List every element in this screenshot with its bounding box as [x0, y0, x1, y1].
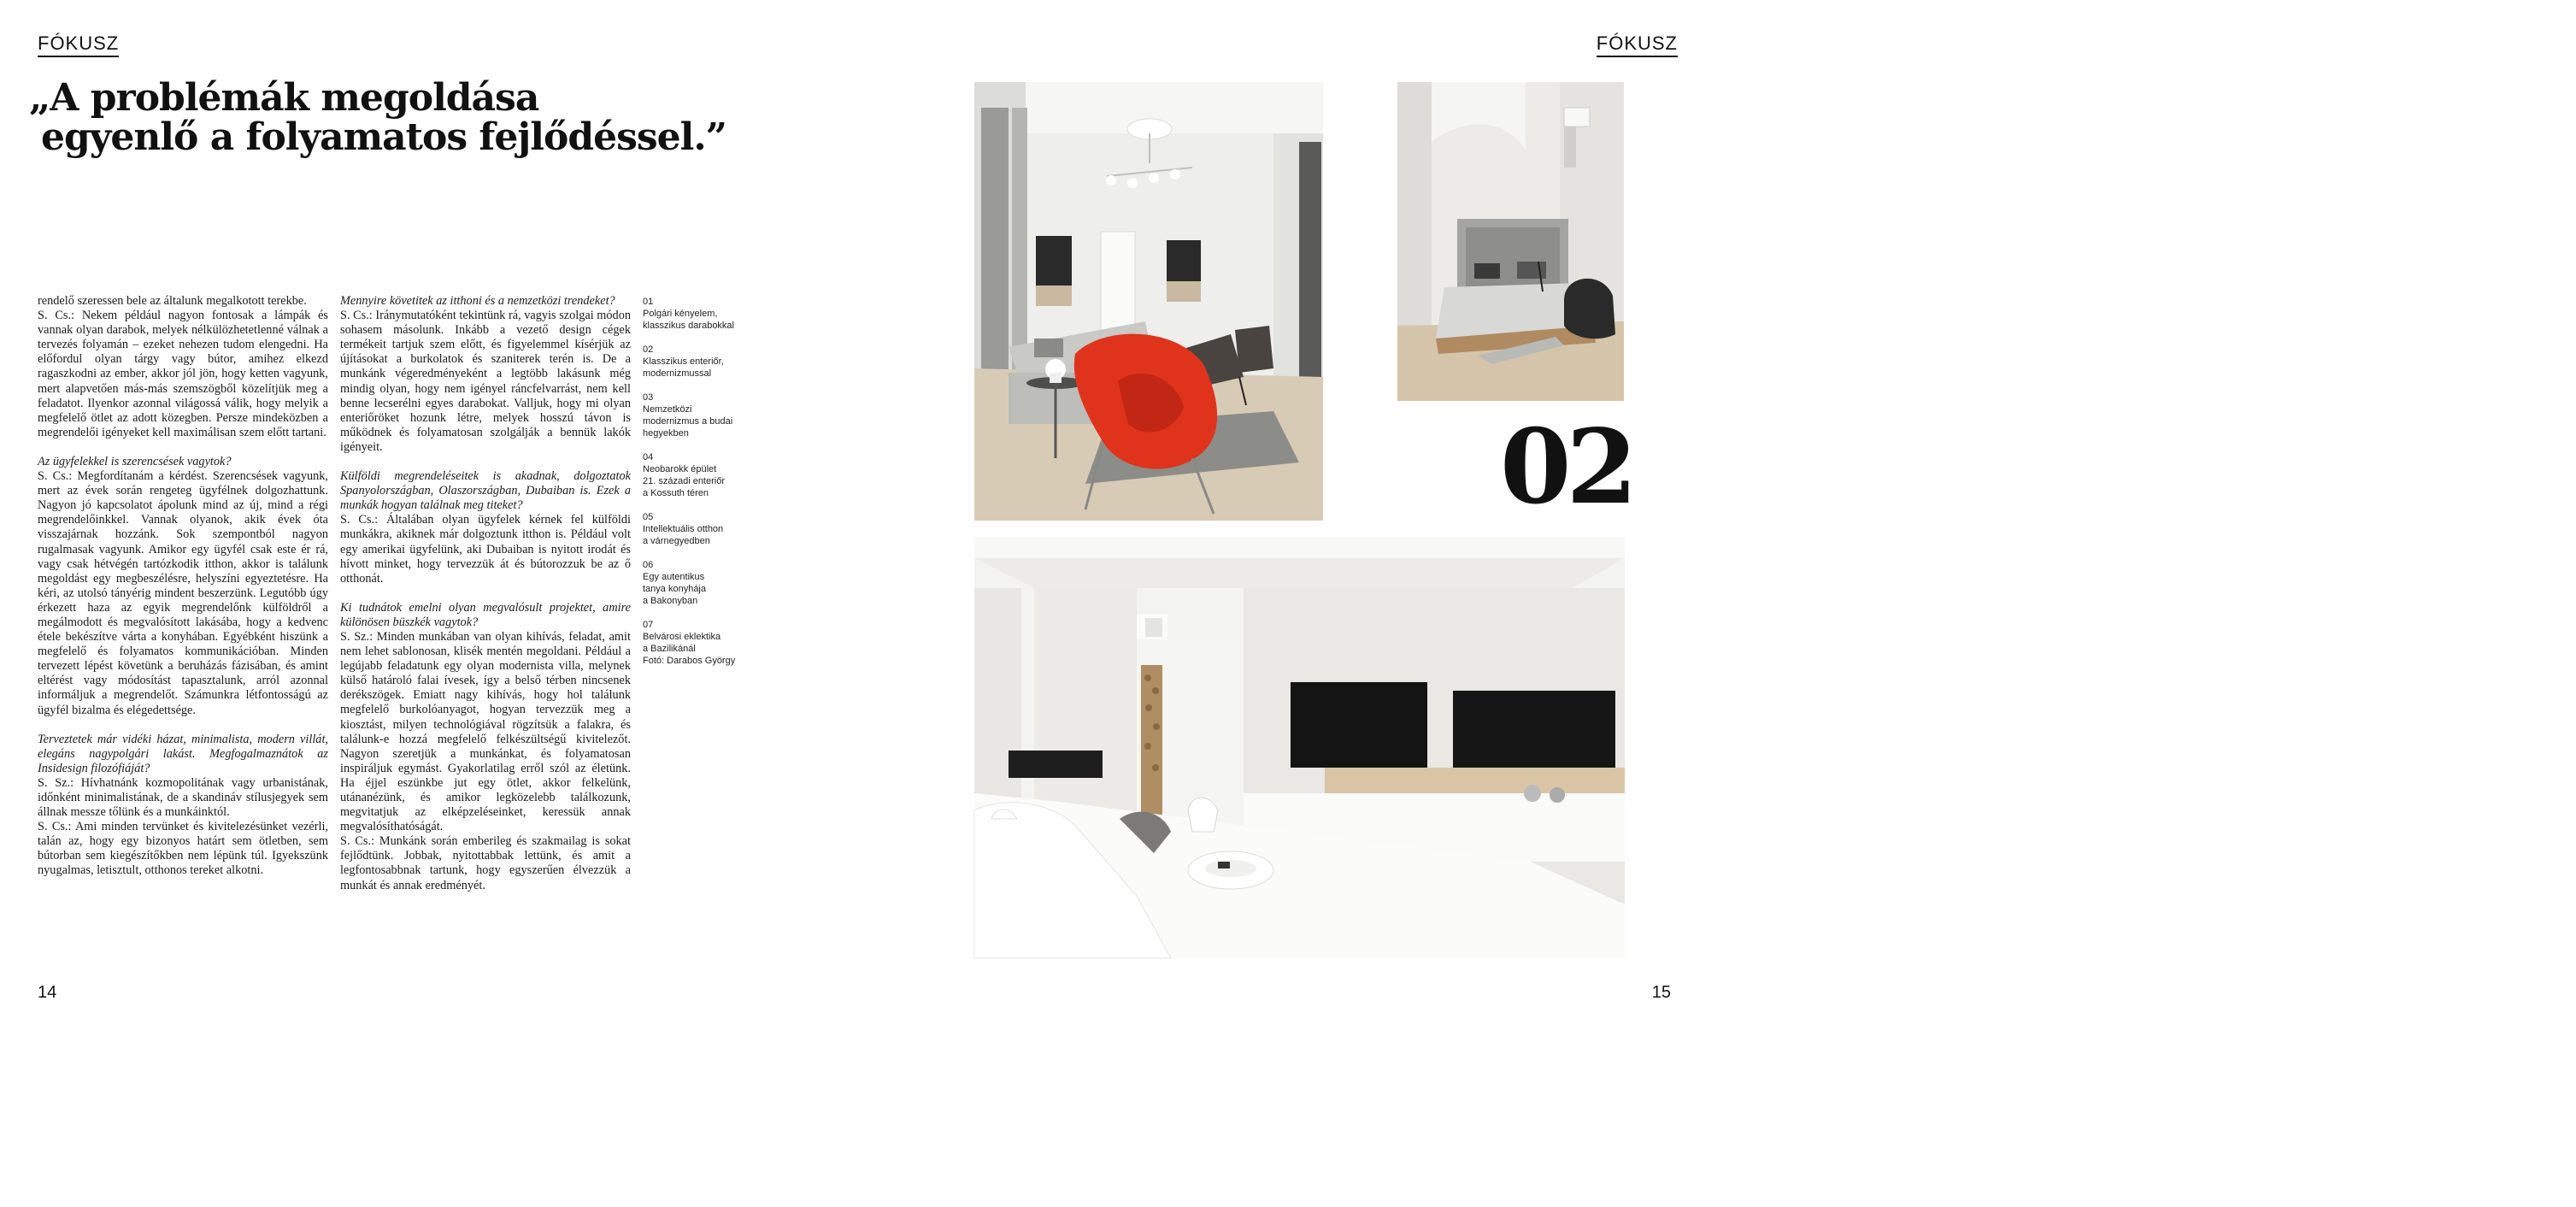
page-number-left: 14	[38, 983, 57, 1002]
caption-line: Fotó: Darabos György	[643, 656, 736, 666]
caption-line: a várnegyedben	[643, 536, 710, 546]
paragraph: S. Cs.: Munkánk során emberileg és szakmailag is sokat fejlődtünk. Jobbak, nyitottabbak lettünk, és amit a legfontosabbnak tartunk, hogy egyszerűen élvezzük a munkát és annak eredményét.	[340, 834, 631, 892]
caption-number: 05	[643, 512, 654, 522]
text-column-1	[38, 294, 328, 879]
section-label-right: FÓKUSZ	[1597, 32, 1678, 57]
caption-line: hegyekben	[643, 428, 689, 439]
caption-number: 04	[643, 452, 654, 462]
paragraph: S. Cs.: Iránymutatóként tekintünk rá, vagyis szolgai módon sohasem másolunk. Inkább a vezető design cégek termékeit tartjuk szem előtt, és figyelemmel kísérjük az újításokat a burkolatok és szaniterek terén is. De a munkánk végeredményeként a legtöbb lakásunk még mindig olyan, hogy nem igényel ráncfelvarrást, nem kell benne lecserélni egyes darabokat. Valljuk, hogy mi olyan enteriőröket hozunk létre, melyek hosszú távon is működnek és folyamatosan szolgálják a bennük lakók igényeit.	[340, 309, 631, 454]
paragraph: S. Cs.: Megfordítanám a kérdést. Szerencsések vagyunk, mert az évek során rengeteg ügyfélnek dolgozhattunk. Nagyon jó kapcsolatot ápolunk mind az új, mind a régi megrendelőinkkel. Vannak olyanok, akik évek óta visszajárnak hozzánk. Sok szempontból nagyon rugalmasak vagyunk. Amikor egy ügyfél csak este ér rá, vagy csak hétvégén tartózkodik itthon, akkor is találunk megoldást egy megbeszélésre, helyszíni egyeztetésre. Ha kéri, az utolsó tányérig mindent beszerzünk. Legutóbb úgy érkezett haza az egyik megrendelőnk külföldről a megálmodott és megvalósított lakásába, hogy a kedvenc étele bekészítve várta a konyhában. Egyébként hiszünk a megfelelő és folyamatos kommunikációban. Minden tervezett lépést követünk a beruházás fázisában, és amint eltérést vagy módosítást tapasztalunk, arról azonnal informáljuk a megrendelőt. Számunkra létfontosságú az ügyfél bizalma és elégedettsége.	[38, 469, 328, 717]
caption-item	[643, 559, 762, 607]
caption-line: Belvárosi eklektika	[643, 632, 721, 642]
caption-line: Intellektuális otthon	[643, 524, 724, 534]
section-label-left: FÓKUSZ	[38, 32, 119, 57]
headline-line-2: egyenlő a folyamatos fejlődéssel.”	[41, 115, 726, 159]
caption-line: a Kossuth téren	[643, 488, 709, 498]
photo-number-01: 01	[2169, 182, 2300, 301]
caption-line: Neobarokk épület	[643, 464, 717, 474]
paragraph: rendelő szeressen bele az általunk megalkotott terekbe.	[38, 294, 307, 308]
caption-line: Polgári kényelem,	[643, 309, 718, 319]
photo-number-02: 02	[1500, 407, 1632, 527]
caption-item	[643, 619, 762, 667]
interview-question: Terveztetek már vidéki házat, minimalista, modern villát, elegáns nagypolgári lakást. Megfogalmaznátok az Insidesign filozófiáját?	[38, 732, 328, 775]
caption-item	[643, 511, 762, 547]
caption-number: 06	[643, 560, 654, 570]
photo-bedroom	[1397, 82, 1624, 401]
caption-line: modernizmus a budai	[643, 416, 733, 427]
interview-question: Mennyire követitek az itthoni és a nemzetközi trendeket?	[340, 294, 615, 308]
caption-item	[643, 296, 762, 332]
interview-question: Külföldi megrendeléseitek is akadnak, dolgoztatok Spanyolországban, Olaszországban, Dubaiban is. Ezek a munkák hogyan találnak meg titeket?	[340, 469, 631, 513]
interview-question: Ki tudnátok emelni olyan megvalósult projektet, amire különösen büszkék vagytok?	[340, 600, 631, 629]
paragraph: S. Cs.: Nekem például nagyon fontosak a lámpák és vannak olyan darabok, melyek nélkülözhetetlenné válnak a tervezés folyamán – ezeket nehezen tudom elengedni. Ha előfordul olyan tárgy vagy bútor, amihez elkezd ragaszkodni az ember, akkor jól jön, hogy ketten vagyunk, mert alapvetően más-más szemszögből közelítjük meg a feladatot. Ilyenkor azonnal világossá válik, hogy melyik a megfelelő ötlet az adott közegben. Persze mindeközben a megrendelői igényeket kell maximálisan szem előtt tartani.	[38, 309, 328, 439]
caption-number: 01	[643, 297, 654, 307]
caption-line: Klasszikus enteriőr,	[643, 356, 724, 367]
paragraph: S. Cs.: Ami minden tervünket és kivitelezésünket vezérli, talán az, hogy egy bizonyos határt sem ötletben, sem bútorban sem kiegészítőkben nem lépünk túl. Igyekszünk nyugalmas, letisztult, otthonos tereket alkotni.	[38, 820, 328, 878]
caption-line: tanya konyhája	[643, 584, 706, 594]
headline-quote	[29, 76, 726, 159]
interview-question: Az ügyfelekkel is szerencsések vagytok?	[38, 454, 232, 468]
caption-number: 07	[643, 620, 654, 630]
caption-line: Nemzetközi	[643, 404, 692, 415]
caption-item	[643, 451, 762, 499]
caption-number: 03	[643, 392, 654, 403]
paragraph: S. Cs.: Általában olyan ügyfelek kérnek fel külföldi munkákra, akiknek már dolgoztunk itthon is. Például volt egy amerikai ügyfelünk, aki Dubaiban is nyitott irodát és hívott minket, hogy tervezzük át és bútorozzuk be az ő otthonát.	[340, 513, 631, 586]
caption-item	[643, 392, 762, 439]
headline-line-1: „A problémák megoldása	[29, 76, 539, 120]
photo-number-03: 03	[2446, 1088, 2576, 1207]
caption-line: klasszikus darabokkal	[643, 321, 734, 331]
page-number-right: 15	[1651, 983, 1671, 1002]
paragraph: S. Sz.: Hívhatnánk kozmopolitának vagy urbanistának, időnként minimalistának, de a skandináv stílusjegyek sem állnak messze tőlünk és a munkáinktól.	[38, 775, 328, 820]
paragraph: S. Sz.: Minden munkában van olyan kihívás, feladat, amit nem lehet sablonosan, klisék mentén megoldani. Például a legújabb feladatunk egy olyan modernista villa, melynek külső határoló falai ívesek, így a belső térben nincsenek derékszögek. Emiatt nagy kihívás, hogy hol találunk megfelelő burkolóanyagot, hogyan tervezzük meg a kiosztást, milyen technológiával rögzítsük a falakra, és találunk-e hozzá megfelelő felkészültségű kivitelezőt. Nagyon szeretjük a munkánkat, és folyamatosan inspiráljuk egymást. Gyakorlatilag erről szól az életünk. Ha éjjel eszünkbe jut egy ötlet, akkor felkelünk, utánanézünk, és amikor legközelebb találkozunk, megvitatjuk az elképzeléseinket, keressük annak megvalósíthatóságát.	[340, 629, 631, 834]
text-column-2	[340, 294, 631, 893]
caption-line: a Bazilikánál	[643, 644, 696, 654]
caption-number: 02	[643, 344, 654, 355]
caption-line: 21. századi enteriőr	[643, 476, 725, 486]
photo-captions	[643, 296, 762, 679]
caption-line: Egy autentikus	[643, 572, 705, 582]
caption-line: modernizmussal	[643, 368, 712, 379]
caption-line: a Bakonyban	[643, 596, 698, 606]
caption-item	[643, 344, 762, 380]
